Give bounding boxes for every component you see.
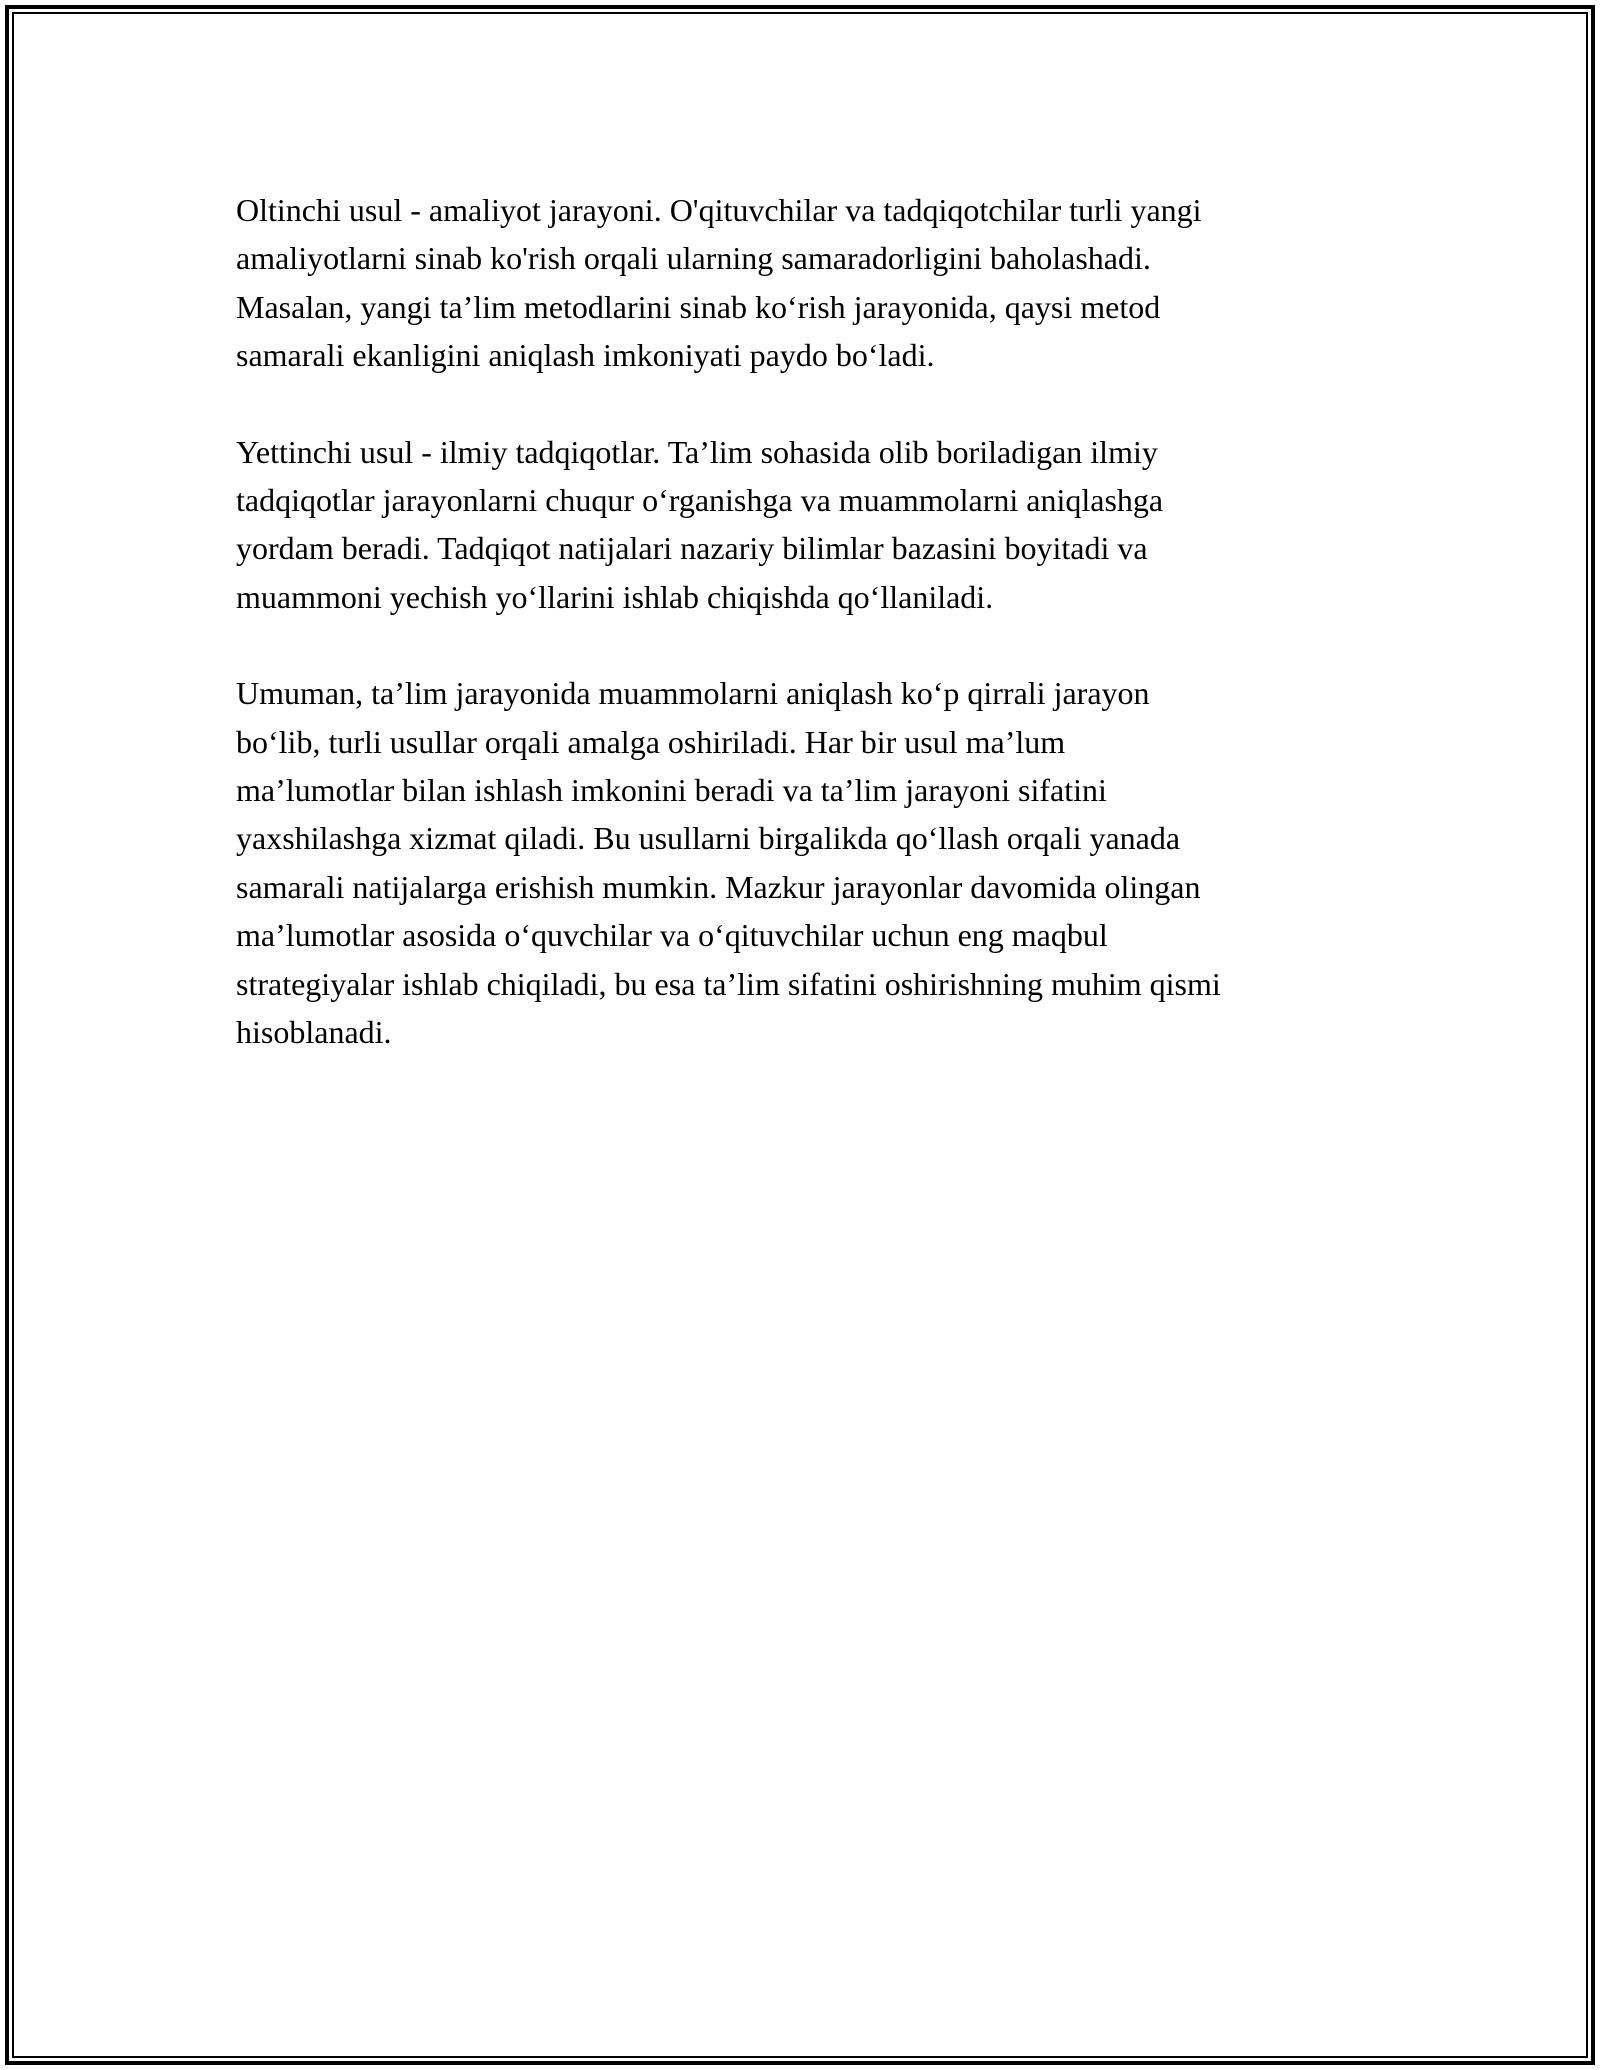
- text-line: samarali natijalarga erishish mumkin. Mazkur jarayonlar davomida olingan: [236, 868, 1201, 905]
- text-line: yordam beradi. Tadqiqot natijalari nazariy bilimlar bazasini boyitadi va: [236, 530, 1148, 567]
- paragraph-method-six: [236, 186, 1396, 380]
- text-line: strategiyalar ishlab chiqiladi, bu esa ta’lim sifatini oshirishning muhim qismi: [236, 965, 1221, 1002]
- paragraph-conclusion: [236, 669, 1396, 1056]
- text-line: Masalan, yangi ta’lim metodlarini sinab ko‘rish jarayonida, qaysi metod: [236, 288, 1161, 325]
- text-line: ma’lumotlar asosida o‘quvchilar va o‘qituvchilar uchun eng maqbul: [236, 917, 1108, 954]
- text-line: Oltinchi usul - amaliyot jarayoni. O'qituvchilar va tadqiqotchilar turli yangi: [236, 192, 1202, 228]
- paragraph-method-seven: [236, 428, 1396, 622]
- text-line: amaliyotlarni sinab ko'rish orqali ularning samaradorligini baholashadi.: [236, 240, 1151, 277]
- text-line: Umuman, ta’lim jarayonida muammolarni aniqlash ko‘p qirrali jarayon: [236, 675, 1150, 712]
- text-line: hisoblanadi.: [236, 1014, 392, 1051]
- text-line: tadqiqotlar jarayonlarni chuqur o‘rganishga va muammolarni aniqlashga: [236, 482, 1164, 519]
- document-body: [236, 186, 1396, 1105]
- text-line: bo‘lib, turli usullar orqali amalga oshiriladi. Har bir usul ma’lum: [236, 723, 1066, 760]
- text-line: samarali ekanligini aniqlash imkoniyati paydo bo‘ladi.: [236, 337, 935, 374]
- text-line: muammoni yechish yo‘llarini ishlab chiqishda qo‘llaniladi.: [236, 578, 994, 615]
- text-line: Yettinchi usul - ilmiy tadqiqotlar. Ta’lim sohasida olib boriladigan ilmiy: [236, 433, 1158, 470]
- text-line: yaxshilashga xizmat qiladi. Bu usullarni birgalikda qo‘llash orqali yanada: [236, 820, 1181, 857]
- text-line: ma’lumotlar bilan ishlash imkonini beradi va ta’lim jarayoni sifatini: [236, 772, 1107, 809]
